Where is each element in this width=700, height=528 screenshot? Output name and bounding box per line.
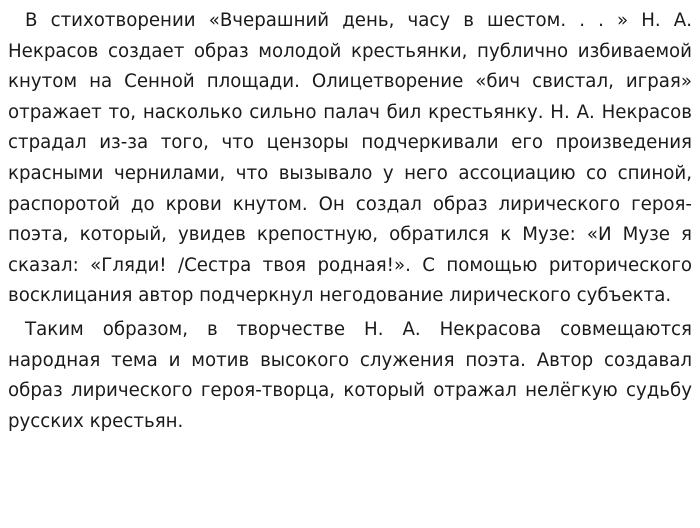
paragraph-1: В стихотворении «Вчерашний день, часу в шестом. . . » Н. А. Некрасов создает образ молодой крестьянки, публично избиваемой кнутом на Сенной площади. Олицетворение «бич свистал, играя» отражает то, насколько сильно палач бил крестьянку. Н. А. Некрасов страдал из-за того, что цензоры подчеркивали его произведения красными чернилами, что вызывало у него ассоциацию со спиной, распоротой до крови кнутом. Он создал образ лирического героя-поэта, который, увидев крепостную, обратился к Музе: «И Музе я сказал: «Гляди! /Сестра твоя родная!». С помощью риторического восклицания автор подчеркнул негодование лирического субъекта. [8,10,692,307]
paragraph-2: Таким образом, в творчестве Н. А. Некрасова совмещаются народная тема и мотив высокого служения поэта. Автор создавал образ лирического героя-творца, который отражал нелёгкую судьбу русских крестьян. [8,318,692,432]
